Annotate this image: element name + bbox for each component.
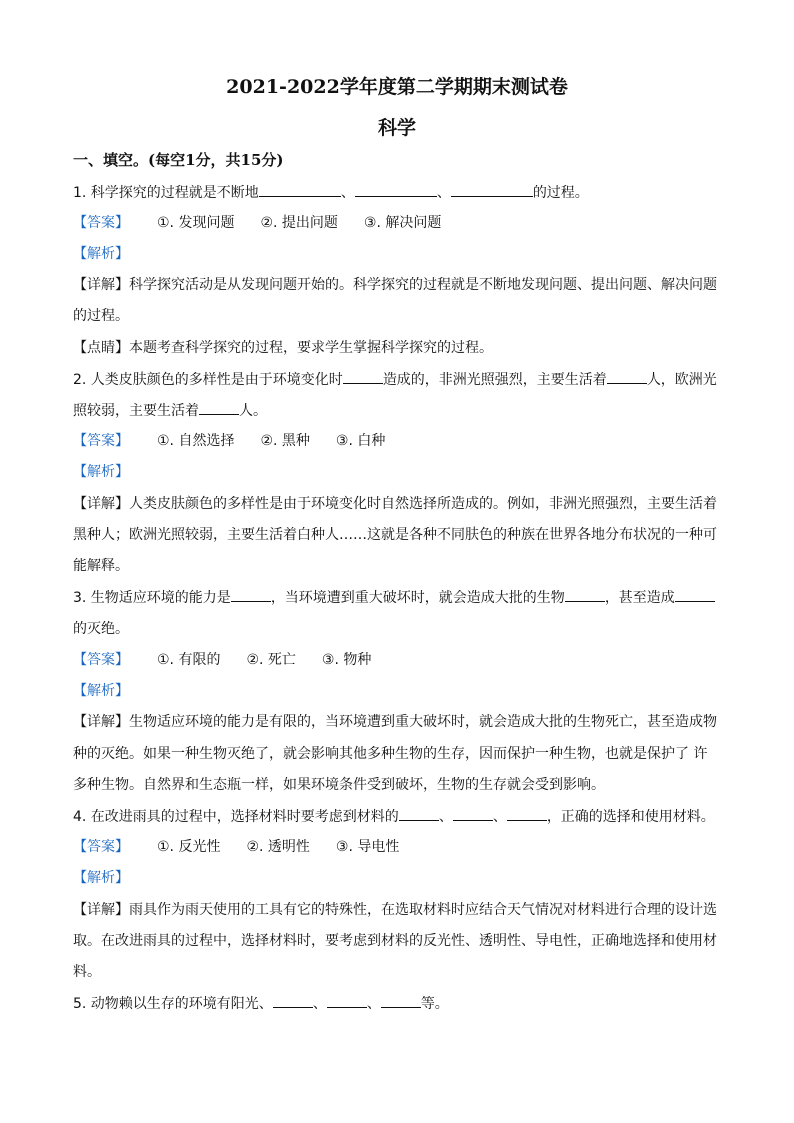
blank <box>507 806 547 821</box>
blank <box>231 587 271 602</box>
answer-option: ②. 透明性 <box>246 839 310 855</box>
question-3-detail-end: 多种生物。自然界和生态瓶一样，如果环境条件受到破坏，生物的生存就会受到影响。 <box>73 777 605 793</box>
answer-option: ①. 有限的 <box>157 652 221 668</box>
blank <box>381 993 421 1008</box>
question-4-answer <box>73 837 723 857</box>
blank <box>675 587 715 602</box>
blank <box>273 993 313 1008</box>
question-3-detail: 【详解】生物适应环境的能力是有限的，当环境遭到重大破坏时，就会造成大批的生物死亡，甚至造成物 <box>73 714 717 730</box>
answer-option: ③. 白种 <box>335 433 386 449</box>
section-heading: 一、填空。(每空1分，共15分) <box>73 151 284 169</box>
question-2-stem: 2. 人类皮肤颜色的多样性是由于环境变化时 造成的，非洲光照强烈，主要生活着 人，欧洲光 <box>73 369 723 390</box>
question-5-stem: 5. 动物赖以生存的环境有阳光、 、 、 等。 <box>73 993 723 1014</box>
analysis-label: 【解析】 <box>73 683 129 699</box>
answer-option: ②. 提出问题 <box>260 215 338 231</box>
answer-option: ①. 反光性 <box>157 839 221 855</box>
blank <box>355 182 437 197</box>
question-1-detail-cont: 的过程。 <box>73 308 129 324</box>
blank <box>199 400 239 415</box>
question-4-detail: 【详解】雨具作为雨天使用的工具有它的特殊性，在选取材料时应结合天气情况对材料进行合理的设计选 <box>73 902 717 918</box>
blank <box>451 182 533 197</box>
blank <box>259 182 341 197</box>
question-2-detail-cont: 黑种人；欧洲光照较弱，主要生活着白种人……这就是各种不同肤色的种族在世界各地分布状况的一种可 <box>73 527 717 543</box>
question-2-detail-end: 能解释。 <box>73 558 129 574</box>
answer-option: ③. 解决问题 <box>363 215 442 231</box>
question-1-detail: 【详解】科学探究活动是从发现问题开始的。科学探究的过程就是不断地发现问题、提出问题、解决问题 <box>73 277 717 293</box>
blank <box>399 806 439 821</box>
blank <box>607 369 647 384</box>
question-1-answer <box>73 213 723 233</box>
blank <box>453 806 493 821</box>
answer-option: ①. 自然选择 <box>157 433 235 449</box>
analysis-label: 【解析】 <box>73 246 129 262</box>
question-2-detail: 【详解】人类皮肤颜色的多样性是由于环境变化时自然选择所造成的。例如，非洲光照强烈，主要生活着 <box>73 496 717 512</box>
answer-label: 【答案】 <box>73 652 129 668</box>
blank <box>343 369 383 384</box>
answer-option: ②. 黑种 <box>260 433 310 449</box>
question-3-stem: 3. 生物适应环境的能力是 ，当环境遭到重大破坏时，就会造成大批的生物 ，甚至造成 <box>73 587 723 608</box>
answer-label: 【答案】 <box>73 839 129 855</box>
answer-option: ③. 物种 <box>321 652 372 668</box>
question-3-answer <box>73 650 723 670</box>
subject-title: 科学 <box>377 117 416 139</box>
exam-title: 2021-2022学年度第二学期期末测试卷 <box>226 76 568 98</box>
question-1-comment: 【点睛】本题考查科学探究的过程，要求学生掌握科学探究的过程。 <box>73 340 493 356</box>
question-1-stem: 1. 科学探究的过程就是不断地 、 、 的过程。 <box>73 182 723 203</box>
question-4-detail-end: 料。 <box>73 964 101 980</box>
question-3-detail-cont: 种的灭绝。如果一种生物灭绝了，就会影响其他多种生物的生存，因而保护一种生物，也就是保护了 许 <box>73 746 708 762</box>
question-3-stem-cont: 的灭绝。 <box>73 621 129 637</box>
question-4-stem: 4. 在改进雨具的过程中，选择材料时要考虑到材料的 、 、 ，正确的选择和使用材料。 <box>73 806 723 827</box>
blank <box>327 993 367 1008</box>
answer-label: 【答案】 <box>73 433 129 449</box>
question-2-answer <box>73 431 723 451</box>
analysis-label: 【解析】 <box>73 870 129 886</box>
answer-option: ①. 发现问题 <box>157 215 235 231</box>
analysis-label: 【解析】 <box>73 464 129 480</box>
answer-option: ②. 死亡 <box>246 652 296 668</box>
answer-option: ③. 导电性 <box>335 839 400 855</box>
question-2-stem-cont: 照较弱，主要生活着 人。 <box>73 400 723 421</box>
answer-label: 【答案】 <box>73 215 129 231</box>
blank <box>565 587 605 602</box>
question-4-detail-cont: 取。在改进雨具的过程中，选择材料时，要考虑到材料的反光性、透明性、导电性，正确地选择和使用材 <box>73 933 717 949</box>
